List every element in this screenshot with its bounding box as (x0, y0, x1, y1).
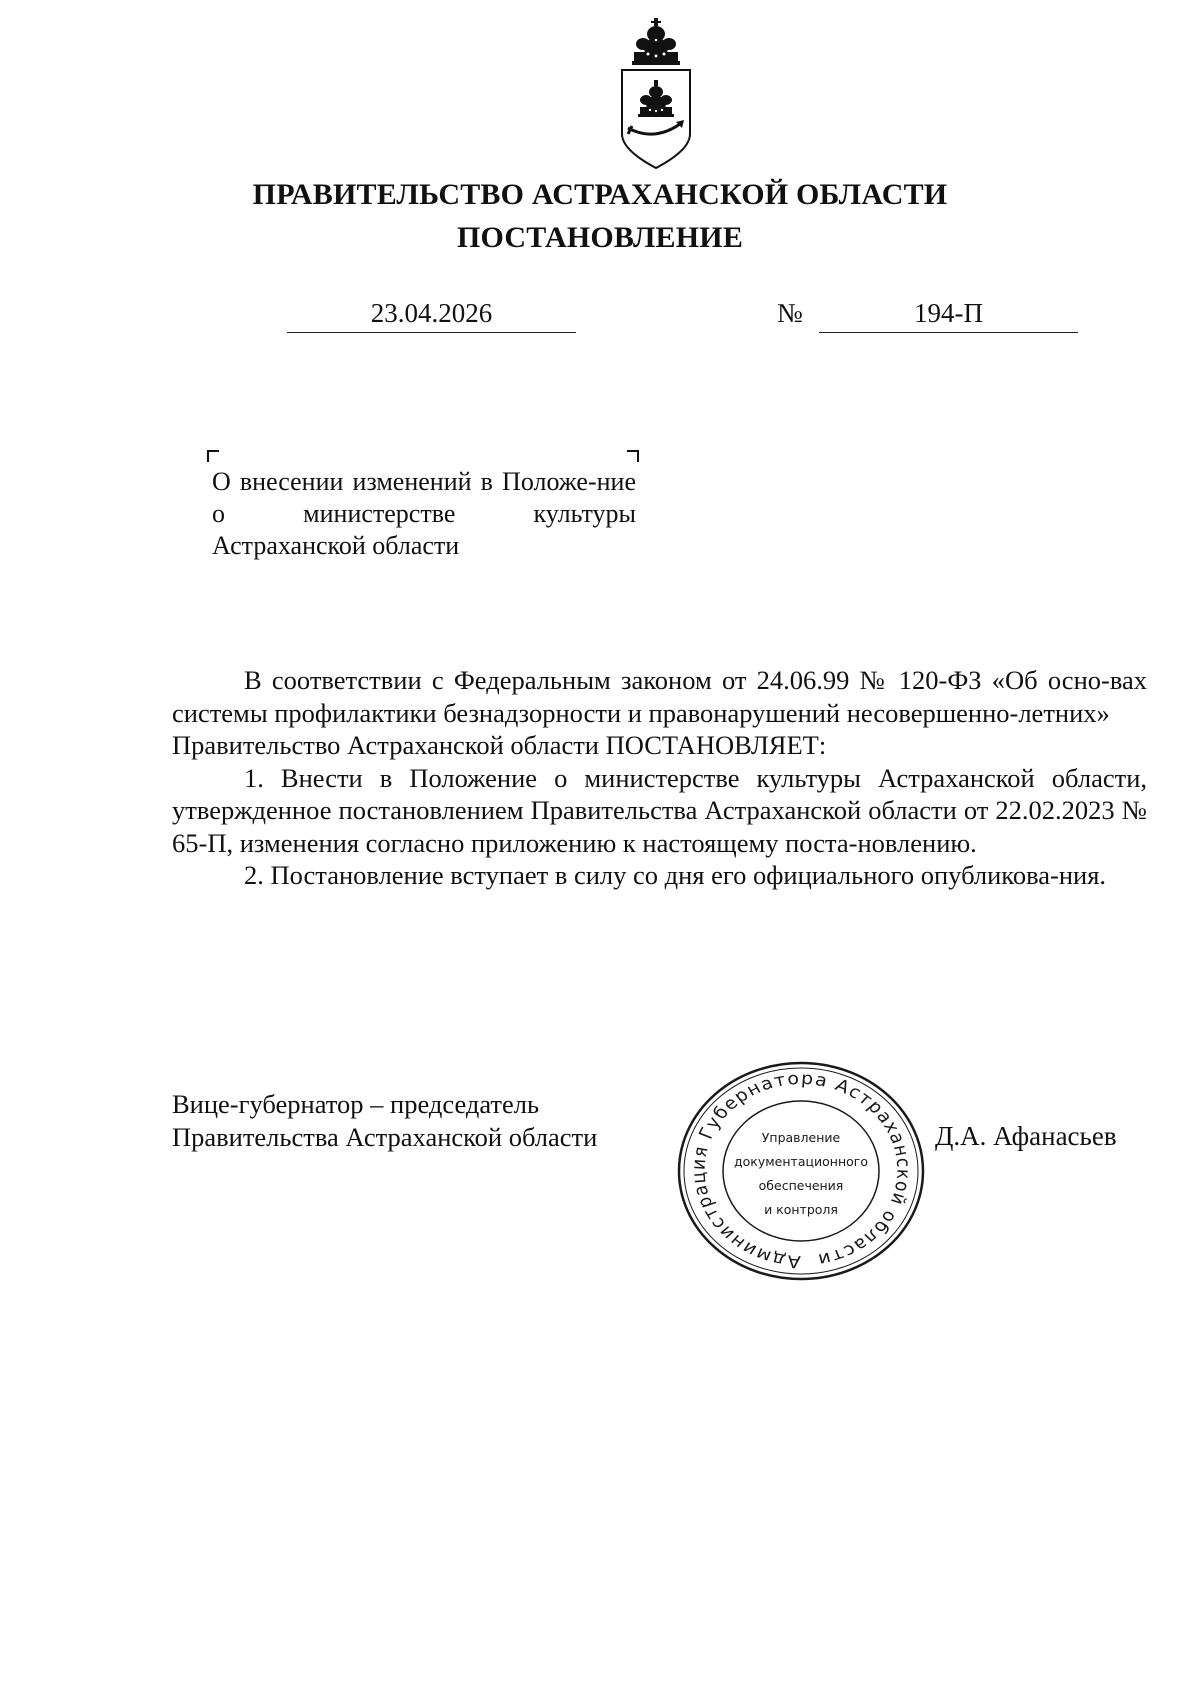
preamble-paragraph: В соответствии с Федеральным законом от 24.06.99 № 120-ФЗ «Об осно-вах системы профилактики безнадзорности и правонарушений несовершенно-летних» (172, 665, 1147, 728)
document-number: 194-П (819, 296, 1078, 333)
document-date: 23.04.2026 (287, 296, 576, 333)
document-subject: О внесении изменений в Положе-ние о министерстве культуры Астраханской области (212, 467, 636, 560)
number-sign: № (777, 298, 803, 328)
resolution-paragraph: Правительство Астраханской области ПОСТАНОВЛЯЕТ: (172, 730, 827, 760)
item-2-paragraph: 2. Постановление вступает в силу со дня его официального опубликова-ния. (244, 860, 1107, 890)
signer-name: Д.А. Афанасьев (935, 1121, 1117, 1151)
subject-corner-mark-left (207, 450, 219, 462)
document-body (172, 664, 1147, 892)
signer-title (172, 1088, 597, 1154)
subject-corner-mark-right (627, 450, 639, 462)
seal-center-line-3: обеспечения (758, 1178, 844, 1193)
document-type-title: ПОСТАНОВЛЕНИЕ (456, 221, 744, 254)
seal-center-line-2: документационного (734, 1154, 868, 1169)
signer-title-line-2: Правительства Астраханской области (172, 1122, 598, 1152)
official-seal (673, 1058, 929, 1284)
organization-title: ПРАВИТЕЛЬСТВО АСТРАХАНСКОЙ ОБЛАСТИ (252, 178, 948, 211)
item-1-paragraph: 1. Внести в Положение о министерстве культуры Астраханской области, утвержденное постановлением Правительства Астраханской области от 22.02.2023 № 65-П, изменения согласно приложению к настоящему поста-новлению. (172, 762, 1147, 858)
seal-center-line-1: Управление (761, 1130, 841, 1145)
seal-center-line-4: и контроля (764, 1202, 838, 1217)
signer-title-line-1: Вице-губернатор – председатель (172, 1089, 540, 1119)
coat-of-arms-icon (618, 18, 694, 170)
seal-ring-text: Администрация Губернатора Астраханской области (687, 1068, 915, 1272)
